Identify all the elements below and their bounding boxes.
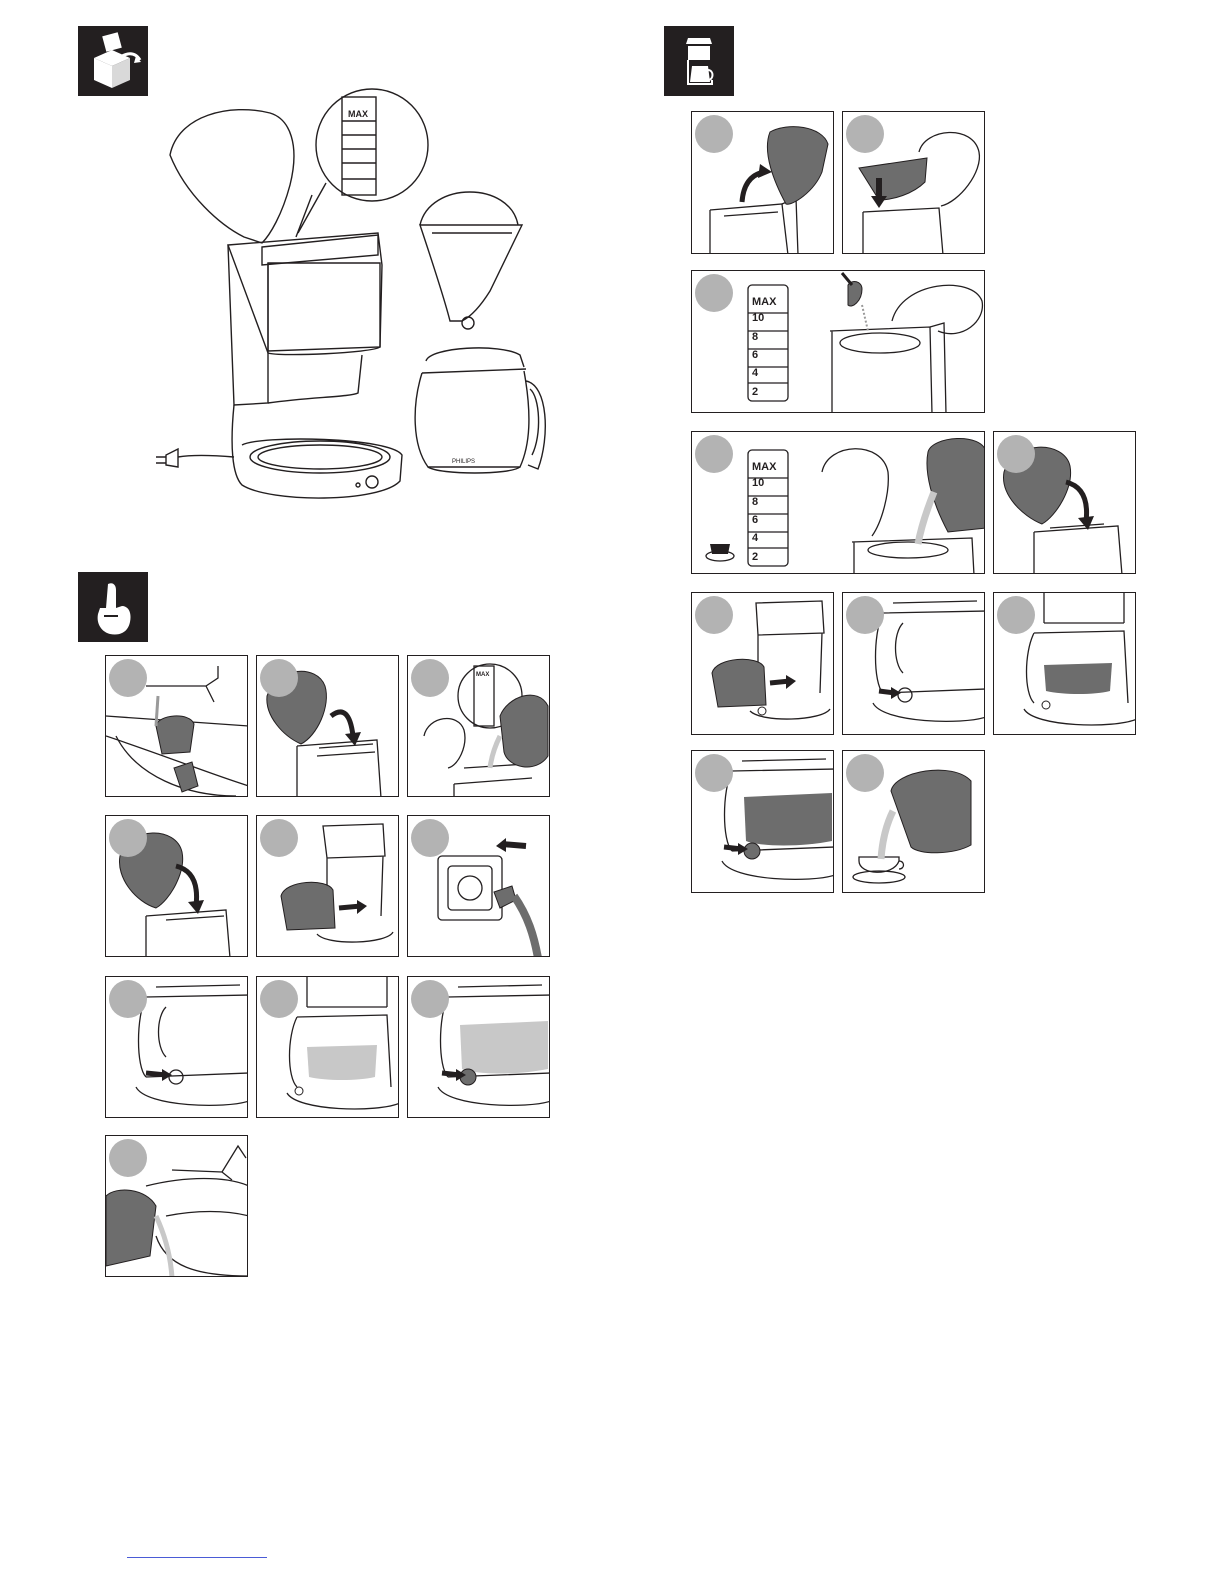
step-badge (411, 819, 449, 857)
brew-step-3 (691, 270, 985, 413)
scale-mark-8: 8 (752, 331, 759, 343)
step-badge (260, 819, 298, 857)
scale-max: MAX (476, 672, 490, 678)
step-badge (109, 980, 147, 1018)
first-use-step-4 (105, 815, 248, 957)
step-badge (846, 754, 884, 792)
scale-mark-4: 4 (752, 367, 759, 379)
step-badge (411, 659, 449, 697)
step-badge (846, 115, 884, 153)
step-badge (997, 435, 1035, 473)
scale-mark-2: 2 (752, 551, 759, 563)
scale-mark-6: 6 (752, 349, 759, 361)
first-use-step-9 (407, 976, 550, 1118)
scale-mark-10: 10 (752, 312, 765, 324)
brew-step-9 (691, 750, 834, 893)
carafe-brand: PHILIPS (452, 459, 476, 465)
step-badge (260, 659, 298, 697)
coffee-maker-icon (664, 26, 734, 96)
hand-index-icon (78, 572, 148, 642)
step-badge (695, 754, 733, 792)
scale-max: MAX (752, 461, 777, 473)
step-badge (411, 980, 449, 1018)
step-badge (109, 819, 147, 857)
step-badge (260, 980, 298, 1018)
footer-link-underline (127, 1557, 267, 1558)
unpack-section-icon (78, 26, 148, 96)
first-use-step-7 (105, 976, 248, 1118)
brew-step-1 (691, 111, 834, 254)
step-badge (695, 435, 733, 473)
step-badge (695, 596, 733, 634)
step-badge (109, 1139, 147, 1177)
box-unpack-icon (78, 26, 148, 96)
step-badge (109, 659, 147, 697)
step-badge (695, 115, 733, 153)
scale-mark-4: 4 (752, 532, 759, 544)
first-use-step-10 (105, 1135, 248, 1277)
scale-mark-6: 6 (752, 514, 759, 526)
brew-step-7 (842, 592, 985, 735)
first-use-step-6 (407, 815, 550, 957)
first-use-step-2 (256, 655, 399, 797)
step-badge (846, 596, 884, 634)
brew-step-8 (993, 592, 1136, 735)
coffee-maker-overview (150, 85, 570, 515)
scale-max: MAX (752, 296, 777, 308)
scale-mark-2: 2 (752, 386, 759, 398)
scale-mark-8: 8 (752, 496, 759, 508)
first-use-step-8 (256, 976, 399, 1118)
brew-step-4 (691, 431, 985, 574)
first-use-step-5 (256, 815, 399, 957)
brew-step-5 (993, 431, 1136, 574)
scale-mark-10: 10 (752, 477, 765, 489)
first-use-step-1 (105, 655, 248, 797)
first-use-section-icon (78, 572, 148, 642)
first-use-step-3 (407, 655, 550, 797)
step-badge (997, 596, 1035, 634)
brew-step-10 (842, 750, 985, 893)
overview-scale-max: MAX (348, 109, 368, 119)
brew-step-2 (842, 111, 985, 254)
brew-section-icon (664, 26, 734, 96)
step-badge (695, 274, 733, 312)
brew-step-6 (691, 592, 834, 735)
